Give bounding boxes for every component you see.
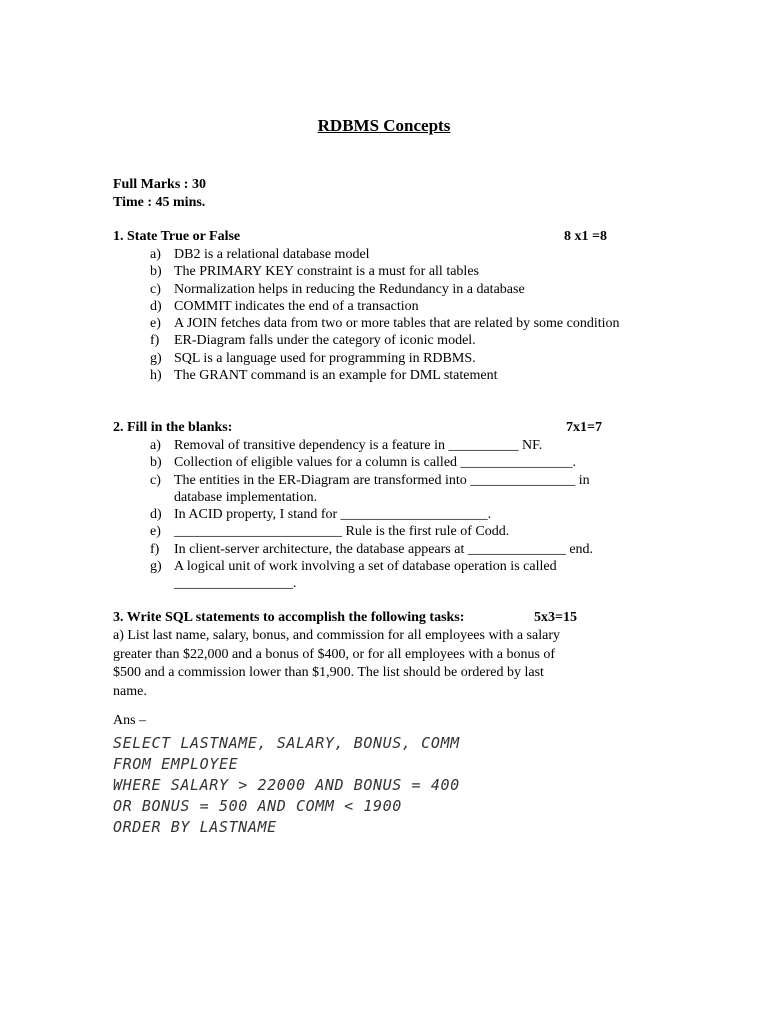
list-item [150, 315, 620, 332]
time-limit: Time : 45 mins. [113, 195, 206, 210]
code-line: FROM EMPLOYEE [113, 755, 239, 773]
list-item [150, 298, 620, 315]
item-text: SQL is a language used for programming in RDBMS. [174, 350, 476, 366]
item-label: c) [150, 281, 161, 297]
answer-label: Ans – [113, 713, 147, 728]
section3-marks: 5x3=15 [534, 610, 577, 625]
list-item [150, 281, 620, 298]
section3-heading: 3. Write SQL statements to accomplish the following tasks: [113, 610, 465, 625]
item-label: a) [150, 438, 161, 453]
item-text: Collection of eligible values for a column is called ________________. [174, 455, 577, 471]
item-text: The PRIMARY KEY constraint is a must for all tables [174, 264, 479, 280]
item-label: e) [150, 524, 161, 540]
list-item [150, 437, 620, 454]
item-label: f) [150, 333, 160, 349]
code-line: ORDER BY LASTNAME [113, 818, 277, 836]
item-label: d) [150, 507, 162, 523]
section1-list [150, 246, 620, 384]
section2-list [150, 437, 620, 593]
section1-heading: 1. State True or False [113, 229, 241, 244]
item-text: Removal of transitive dependency is a feature in __________ NF. [174, 438, 543, 453]
item-text: In ACID property, I stand for _____________________. [174, 507, 492, 523]
list-item [150, 472, 620, 507]
list-item [150, 454, 620, 471]
section1-marks: 8 x1 =8 [564, 229, 607, 244]
list-item [150, 506, 620, 523]
item-text: In client-server architecture, the database appears at ______________ end. [174, 541, 594, 557]
list-item [150, 350, 620, 367]
item-label: e) [150, 316, 161, 332]
item-label: f) [150, 541, 160, 557]
item-text: DB2 is a relational database model [174, 247, 370, 262]
item-text: ________________________ Rule is the first rule of Codd. [174, 524, 510, 540]
item-text: The entities in the ER-Diagram are transformed into _______________ in database implementation. [174, 472, 590, 505]
section2-heading: 2. Fill in the blanks: [113, 420, 233, 435]
item-label: a) [150, 247, 161, 262]
full-marks: Full Marks : 30 [113, 177, 206, 192]
list-item [150, 367, 620, 384]
item-text: A logical unit of work involving a set of database operation is called _________________. [174, 559, 557, 592]
item-text: Normalization helps in reducing the Redundancy in a database [174, 281, 525, 297]
item-text: The GRANT command is an example for DML statement [174, 368, 498, 384]
item-label: c) [150, 472, 161, 488]
list-item [150, 558, 620, 593]
code-line: WHERE SALARY > 22000 AND BONUS = 400 [113, 776, 460, 794]
item-text: A JOIN fetches data from two or more tables that are related by some condition [174, 316, 620, 332]
item-text: ER-Diagram falls under the category of iconic model. [174, 333, 476, 349]
code-line: OR BONUS = 500 AND COMM < 1900 [113, 797, 402, 815]
item-label: b) [150, 264, 162, 280]
sql-code-block [113, 733, 460, 838]
list-item [150, 541, 620, 558]
list-item [150, 263, 620, 280]
item-text: COMMIT indicates the end of a transaction [174, 298, 419, 314]
code-line: SELECT LASTNAME, SALARY, BONUS, COMM [113, 734, 460, 752]
list-item [150, 246, 620, 263]
section2-marks: 7x1=7 [566, 420, 602, 435]
item-label: g) [150, 350, 162, 366]
list-item [150, 523, 620, 540]
item-label: h) [150, 368, 162, 384]
item-label: g) [150, 559, 162, 575]
page-title: RDBMS Concepts [317, 116, 451, 135]
item-label: b) [150, 455, 162, 471]
section3-question: a) List last name, salary, bonus, and commission for all employees with a salary greater than $22,000 and a bonus of $400, or for all employees with a bonus of $500 and a commission lower than $1,900. The list should be ordered by last name. [113, 628, 560, 699]
item-label: d) [150, 298, 162, 314]
list-item [150, 332, 620, 349]
